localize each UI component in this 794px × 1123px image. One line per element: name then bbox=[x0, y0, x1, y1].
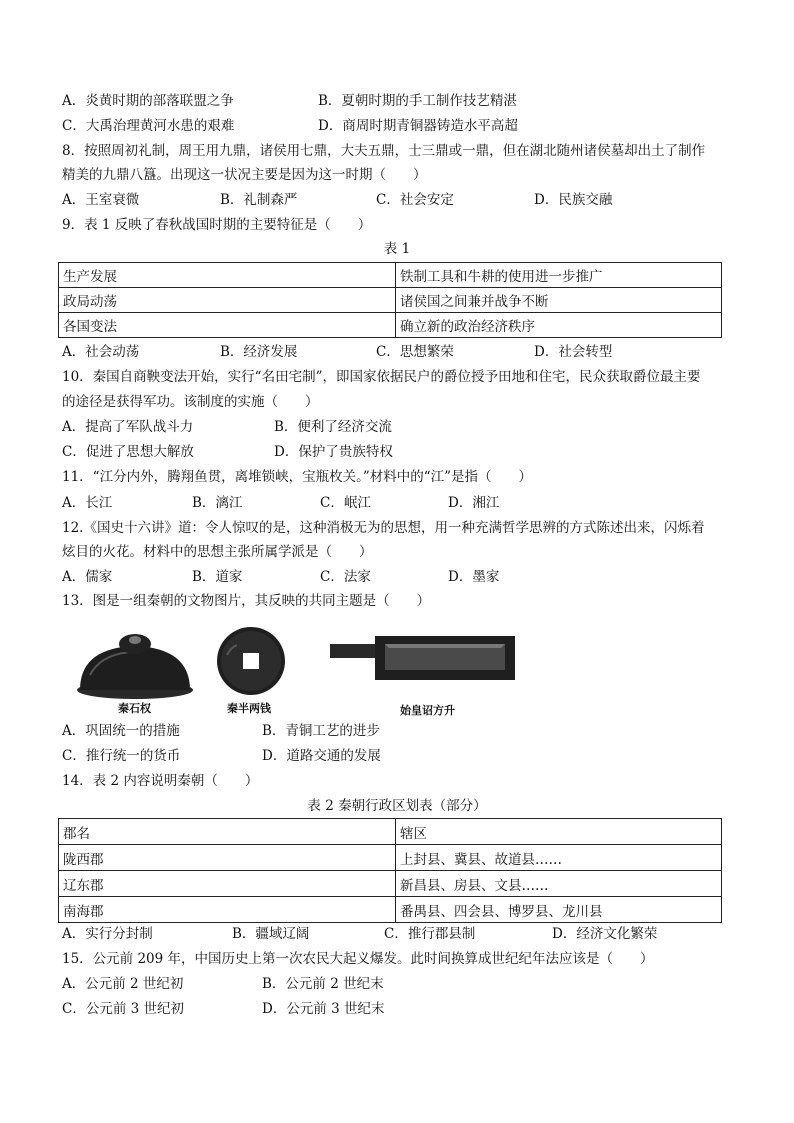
qin-weight-image bbox=[70, 620, 200, 704]
q9-option-c: C．思想繁荣 bbox=[376, 344, 454, 360]
q10-option-c: C．促进了思想大解放 bbox=[62, 444, 194, 460]
table-cell: 上封县、冀县、故道县…… bbox=[396, 845, 722, 871]
q11-option-a: A．长江 bbox=[62, 495, 113, 511]
q13-option-a: A．巩固统一的措施 bbox=[62, 723, 180, 739]
q14-stem: 14．表 2 内容说明秦朝（ ） bbox=[62, 773, 259, 789]
table-cell: 郡名 bbox=[59, 819, 396, 845]
q7-option-d: D．商周时期青铜器铸造水平高超 bbox=[318, 118, 518, 134]
q8-option-b: B．礼制森严 bbox=[220, 192, 298, 208]
q8-option-d: D．民族交融 bbox=[534, 192, 613, 208]
table-row bbox=[59, 897, 722, 923]
table-cell: 诸侯国之间兼并战争不断 bbox=[396, 288, 722, 313]
table-row bbox=[59, 288, 722, 313]
q14-option-c: C．推行郡县制 bbox=[384, 926, 476, 942]
table-cell: 南海郡 bbox=[59, 897, 396, 923]
q11-option-b: B．漓江 bbox=[192, 495, 243, 511]
table-cell: 政局动荡 bbox=[59, 288, 396, 313]
table-cell: 番禺县、四会县、博罗县、龙川县 bbox=[396, 897, 722, 923]
q8-option-c: C．社会安定 bbox=[376, 192, 454, 208]
q9-option-a: A．社会动荡 bbox=[62, 344, 140, 360]
table-cell: 辽东郡 bbox=[59, 871, 396, 897]
q8-stem-line1: 8．按照周初礼制，周王用九鼎，诸侯用七鼎，大夫五鼎，士三鼎或一鼎，但在湖北随州诸侯墓却出土了制作 bbox=[62, 143, 706, 159]
q13-option-b: B．青铜工艺的进步 bbox=[262, 723, 380, 739]
caption-qin-measure: 始皇诏方升 bbox=[400, 704, 455, 717]
q8-stem-line2: 精美的九鼎八簋。出现这一状况主要是因为这一时期（ ） bbox=[62, 167, 427, 183]
table1 bbox=[58, 262, 722, 338]
q8-option-a: A．王室衰微 bbox=[62, 192, 140, 208]
q10-stem-line2: 的途径是获得军功。该制度的实施（ ） bbox=[62, 394, 319, 410]
q7-option-b: B．夏朝时期的手工制作技艺精湛 bbox=[318, 93, 517, 109]
q7-option-c: C．大禹治理黄河水患的艰难 bbox=[62, 118, 235, 134]
q7-option-a: A．炎黄时期的部落联盟之争 bbox=[62, 93, 234, 109]
q12-stem-line1: 12.《国史十六讲》道：令人惊叹的是，这种消极无为的思想，用一种充满哲学思辨的方式陈述出来，闪烁着 bbox=[62, 520, 705, 536]
q10-option-b: B．便利了经济交流 bbox=[274, 419, 392, 435]
q10-option-d: D．保护了贵族特权 bbox=[274, 444, 393, 460]
q9-option-d: D．社会转型 bbox=[534, 344, 613, 360]
table-cell: 确立新的政治经济秩序 bbox=[396, 313, 722, 338]
q15-stem: 15．公元前 209 年，中国历史上第一次农民大起义爆发。此时间换算成世纪纪年法应该是（ ） bbox=[62, 951, 654, 967]
table-row bbox=[59, 845, 722, 871]
q12-option-d: D．墨家 bbox=[448, 569, 500, 585]
table2 bbox=[58, 818, 722, 923]
table-cell: 辖区 bbox=[396, 819, 722, 845]
qin-measure-image bbox=[325, 630, 520, 690]
q15-option-c: C．公元前 3 世纪初 bbox=[62, 1001, 185, 1017]
q14-option-a: A．实行分封制 bbox=[62, 926, 153, 942]
table-cell: 新昌县、房县、文县…… bbox=[396, 871, 722, 897]
table-cell: 陇西郡 bbox=[59, 845, 396, 871]
q9-stem: 9．表 1 反映了春秋战国时期的主要特征是（ ） bbox=[62, 217, 372, 233]
caption-qin-weight: 秦石权 bbox=[118, 702, 151, 715]
table-cell: 各国变法 bbox=[59, 313, 396, 338]
q14-option-d: D．经济文化繁荣 bbox=[552, 926, 658, 942]
table-row bbox=[59, 819, 722, 845]
q15-option-d: D．公元前 3 世纪末 bbox=[262, 1001, 385, 1017]
q15-option-b: B．公元前 2 世纪末 bbox=[262, 976, 384, 992]
table2-title: 表 2 秦朝行政区划表（部分） bbox=[307, 798, 487, 814]
q12-stem-line2: 炫目的火花。材料中的思想主张所属学派是（ ） bbox=[62, 544, 373, 560]
q15-option-a: A．公元前 2 世纪初 bbox=[62, 976, 184, 992]
q11-option-c: C．岷江 bbox=[320, 495, 371, 511]
table-row bbox=[59, 263, 722, 288]
table-cell: 生产发展 bbox=[59, 263, 396, 288]
table1-title: 表 1 bbox=[383, 241, 411, 257]
q13-option-c: C．推行统一的货币 bbox=[62, 748, 181, 764]
caption-qin-coin: 秦半两钱 bbox=[227, 702, 271, 715]
table-row bbox=[59, 313, 722, 338]
q10-stem-line1: 10．秦国自商鞅变法开始，实行“名田宅制”，即国家依据民户的爵位授予田地和住宅，民众获取爵位最主要 bbox=[62, 369, 701, 385]
q12-option-c: C．法家 bbox=[320, 569, 371, 585]
table-cell: 铁制工具和牛耕的使用进一步推广 bbox=[396, 263, 722, 288]
table-row bbox=[59, 871, 722, 897]
q14-option-b: B．疆域辽阔 bbox=[232, 926, 310, 942]
q12-option-a: A．儒家 bbox=[62, 569, 113, 585]
q11-option-d: D．湘江 bbox=[448, 495, 500, 511]
q13-option-d: D．道路交通的发展 bbox=[262, 748, 381, 764]
q11-stem: 11．“江分内外，腾翔鱼贯，离堆锁峡，宝瓶枚关。”材料中的“江”是指（ ） bbox=[62, 469, 533, 485]
qin-coin-image bbox=[215, 625, 287, 697]
q10-option-a: A．提高了军队战斗力 bbox=[62, 419, 194, 435]
q9-option-b: B．经济发展 bbox=[220, 344, 298, 360]
q13-stem: 13．图是一组秦朝的文物图片，其反映的共同主题是（ ） bbox=[62, 593, 431, 609]
q12-option-b: B．道家 bbox=[192, 569, 243, 585]
